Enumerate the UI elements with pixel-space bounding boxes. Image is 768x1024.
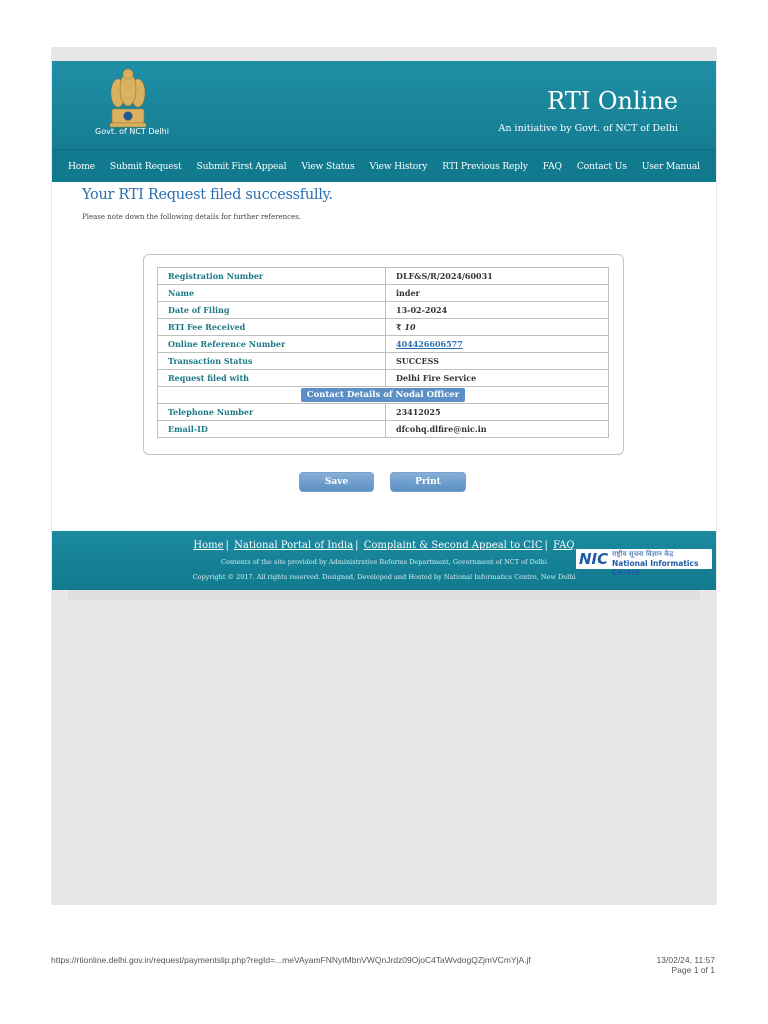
email-value: dfcohq.dlfire@nic.in: [386, 421, 609, 438]
footer-links: Home | National Portal of India | Complaint & Second Appeal to CIC | FAQ: [193, 540, 575, 551]
email-label: Email-ID: [158, 421, 386, 438]
footer-link-faq[interactable]: FAQ: [553, 540, 575, 551]
name-label: Name: [158, 285, 386, 302]
fee-value: 10: [404, 322, 416, 332]
table-row: [158, 370, 609, 387]
nav-view-status[interactable]: View Status: [301, 160, 355, 172]
nav-home[interactable]: Home: [68, 160, 95, 172]
nic-logo-english: National Informatics Centre: [612, 559, 699, 577]
filed-with-value: Delhi Fire Service: [386, 370, 609, 387]
table-row: [158, 421, 609, 438]
date-label: Date of Filing: [158, 302, 386, 319]
name-value: inder: [386, 285, 609, 302]
nav-contact-us[interactable]: Contact Us: [576, 160, 627, 172]
date-value: 13-02-2024: [386, 302, 609, 319]
page-frame: [51, 47, 717, 905]
status-value: SUCCESS: [386, 353, 609, 370]
site-subtitle: An initiative by Govt. of NCT of Delhi: [498, 123, 678, 134]
main-nav: [52, 149, 716, 182]
print-page-number: Page 1 of 1: [671, 965, 715, 975]
table-row: [158, 268, 609, 285]
site-title: RTI Online: [547, 87, 678, 115]
fee-cell: [386, 319, 609, 336]
ref-link[interactable]: 404426606577: [396, 339, 463, 349]
phone-label: Telephone Number: [158, 404, 386, 421]
filed-with-label: Request filed with: [158, 370, 386, 387]
footer-link-national-portal[interactable]: National Portal of India: [234, 540, 354, 551]
site-header: [52, 61, 716, 149]
table-row: [158, 302, 609, 319]
table-row: [158, 285, 609, 302]
site-footer: [52, 531, 716, 590]
govt-label: Govt. of NCT Delhi: [95, 127, 169, 136]
registration-value: DLF&S/R/2024/60031: [386, 268, 609, 285]
print-date: 13/02/24, 11:57: [656, 955, 715, 965]
nav-user-manual[interactable]: User Manual: [641, 160, 700, 172]
phone-value: 23412025: [386, 404, 609, 421]
nodal-section-header: Contact Details of Nodal Officer: [301, 388, 466, 402]
registration-label: Registration Number: [158, 268, 386, 285]
main-content: [52, 182, 716, 531]
nav-view-history[interactable]: View History: [369, 160, 428, 172]
print-url: https://rtionline.delhi.gov.in/request/paymentslip.php?regId=...meVAyamFNNytMbnVWQnJrdz09OjoC4TaWvdogQZjmVCmYjA.jf: [51, 955, 531, 965]
nic-logo[interactable]: [576, 549, 712, 577]
save-button[interactable]: Save: [299, 472, 374, 492]
nic-logo-hindi: राष्ट्रीय सूचना विज्ञान केंद्र: [612, 550, 674, 558]
footer-link-home[interactable]: Home: [193, 540, 224, 551]
fee-label: RTI Fee Received: [158, 319, 386, 336]
nav-faq[interactable]: FAQ: [542, 160, 562, 172]
success-title: Your RTI Request filed successfully.: [82, 187, 333, 203]
nav-submit-first-appeal[interactable]: Submit First Appeal: [196, 160, 287, 172]
print-button[interactable]: Print: [390, 472, 466, 492]
table-row: [158, 319, 609, 336]
status-label: Transaction Status: [158, 353, 386, 370]
table-row: [158, 353, 609, 370]
reference-note: Please note down the following details for further references.: [82, 213, 302, 221]
table-row: [158, 387, 609, 404]
nav-rti-previous-reply[interactable]: RTI Previous Reply: [442, 160, 528, 172]
top-strip: [51, 47, 717, 61]
details-table: [157, 267, 609, 438]
table-row: [158, 336, 609, 353]
nodal-section-cell: [158, 387, 609, 404]
footer-content-credit: Contents of the site provided by Administrative Reforms Department, Government of NCT of Delhi: [221, 558, 547, 566]
nic-logo-short: NIC: [579, 550, 609, 568]
ref-label: Online Reference Number: [158, 336, 386, 353]
rupee-icon: ₹: [396, 322, 402, 332]
table-row: [158, 404, 609, 421]
footer-link-complaint-cic[interactable]: Complaint & Second Appeal to CIC: [363, 540, 543, 551]
details-panel: [143, 254, 624, 455]
print-datetime: [657, 955, 715, 975]
footer-copyright: Copyright © 2017. All rights reserved. Designed, Developed and Hosted by National Informatics Centre, New Delhi: [192, 573, 576, 581]
ref-cell: [386, 336, 609, 353]
nav-submit-request[interactable]: Submit Request: [109, 160, 182, 172]
footer-shadow: [68, 590, 700, 600]
